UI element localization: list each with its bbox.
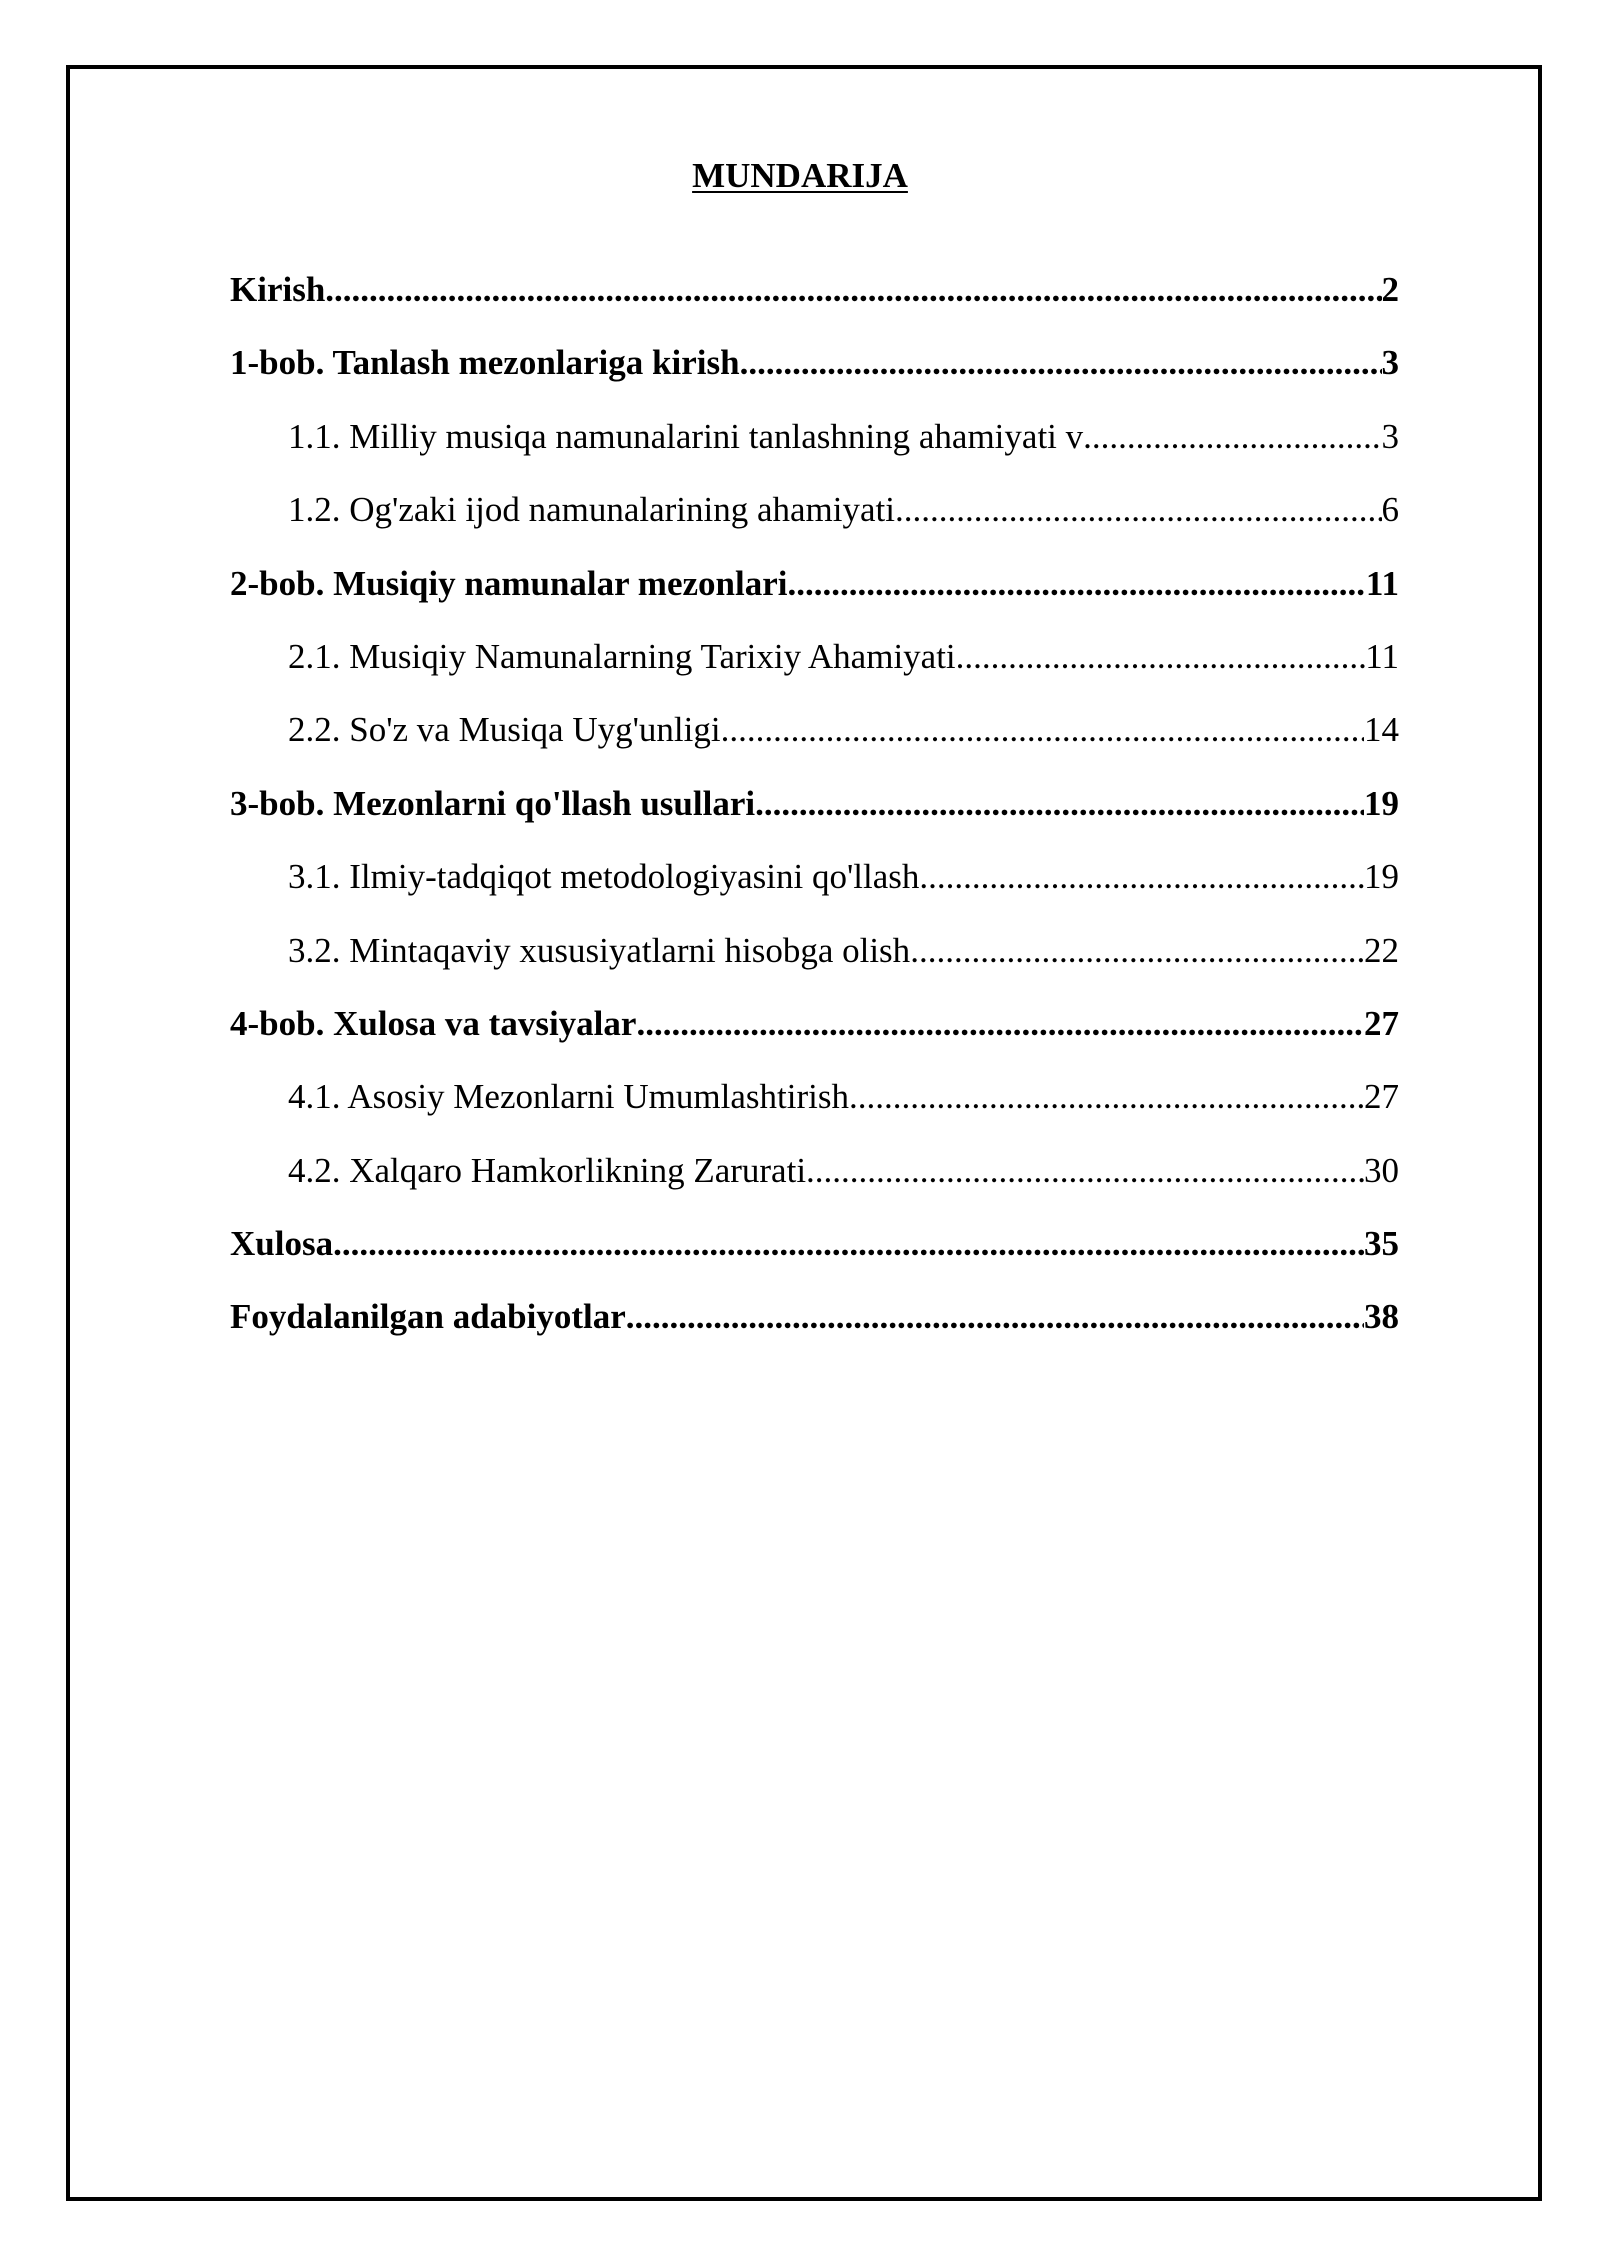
toc-leader-dots (910, 927, 1364, 975)
toc-entry-text: 4-bob. Xulosa va tavsiyalar (230, 1003, 637, 1043)
toc-page-number: 22 (1364, 930, 1399, 970)
toc-page-number: 3 (1381, 343, 1399, 383)
toc-page-number: 14 (1364, 710, 1399, 750)
toc-leader-dots (636, 1000, 1364, 1048)
toc-entry-chapter-2[interactable] (230, 560, 1399, 633)
toc-page-number: 11 (1365, 563, 1399, 603)
toc-leader-dots (806, 1147, 1364, 1195)
table-of-contents (230, 266, 1399, 1367)
toc-leader-dots (721, 706, 1364, 754)
toc-title-text: MUNDARIJA (692, 156, 908, 195)
toc-leader-dots (849, 1073, 1364, 1121)
toc-page-number: 19 (1364, 783, 1399, 823)
toc-leader-dots (325, 266, 1381, 314)
toc-entry-text: 1.2. Og'zaki ijod namunalarining ahamiyati (288, 490, 895, 530)
toc-entry-chapter-1[interactable] (230, 339, 1399, 412)
toc-entry-section-4-2[interactable] (230, 1147, 1399, 1220)
toc-entry-section-4-1[interactable] (230, 1073, 1399, 1146)
toc-page-number: 2 (1381, 270, 1399, 309)
toc-page-number: 19 (1364, 857, 1399, 897)
toc-entry-section-3-1[interactable] (230, 853, 1399, 926)
toc-page-number: 27 (1364, 1003, 1399, 1043)
toc-entry-text: 2.2. So'z va Musiqa Uyg'unligi (288, 710, 721, 750)
toc-entry-text: 2.1. Musiqiy Namunalarning Tarixiy Ahamiyati (288, 636, 956, 676)
toc-leader-dots (787, 560, 1365, 608)
toc-entry-text: Foydalanilgan adabiyotlar (230, 1297, 626, 1337)
toc-entry-xulosa[interactable] (230, 1220, 1399, 1293)
toc-page-number: 30 (1364, 1150, 1399, 1190)
toc-page-number: 35 (1364, 1224, 1399, 1264)
toc-leader-dots (1083, 413, 1381, 461)
toc-leader-dots (755, 780, 1364, 828)
toc-page-number: 11 (1365, 636, 1399, 676)
toc-entry-text: Xulosa (230, 1224, 334, 1264)
toc-leader-dots (919, 853, 1364, 901)
toc-entry-text: Kirish (230, 270, 326, 309)
toc-leader-dots (626, 1293, 1364, 1341)
toc-entry-section-2-2[interactable] (230, 706, 1399, 779)
toc-title (0, 152, 1600, 200)
toc-entry-text: 1-bob. Tanlash mezonlariga kirish (230, 343, 740, 383)
toc-entry-bibliography[interactable] (230, 1293, 1399, 1366)
toc-entry-section-3-2[interactable] (230, 927, 1399, 1000)
toc-entry-text: 4.2. Xalqaro Hamkorlikning Zarurati (288, 1150, 807, 1190)
toc-entry-chapter-3[interactable] (230, 780, 1399, 853)
toc-page-number: 27 (1364, 1077, 1399, 1117)
toc-entry-section-1-2[interactable] (230, 486, 1399, 559)
toc-entry-chapter-4[interactable] (230, 1000, 1399, 1073)
toc-page-number: 6 (1381, 490, 1399, 530)
toc-leader-dots (895, 486, 1382, 534)
toc-leader-dots (740, 339, 1382, 387)
toc-entry-kirish[interactable] (230, 266, 1399, 339)
toc-entry-text: 1.1. Milliy musiqa namunalarini tanlashning ahamiyati v (288, 416, 1084, 456)
toc-page-number: 38 (1364, 1297, 1399, 1337)
toc-entry-text: 2-bob. Musiqiy namunalar mezonlari (230, 563, 788, 603)
toc-entry-text: 4.1. Asosiy Mezonlarni Umumlashtirish (288, 1077, 849, 1117)
toc-entry-text: 3.1. Ilmiy-tadqiqot metodologiyasini qo'llash (288, 857, 920, 897)
toc-page-number: 3 (1381, 416, 1399, 456)
toc-entry-section-2-1[interactable] (230, 633, 1399, 706)
toc-entry-section-1-1[interactable] (230, 413, 1399, 486)
toc-entry-text: 3-bob. Mezonlarni qo'llash usullari (230, 783, 756, 823)
toc-leader-dots (333, 1220, 1364, 1268)
toc-entry-text: 3.2. Mintaqaviy xususiyatlarni hisobga olish (288, 930, 911, 970)
toc-leader-dots (956, 633, 1366, 681)
